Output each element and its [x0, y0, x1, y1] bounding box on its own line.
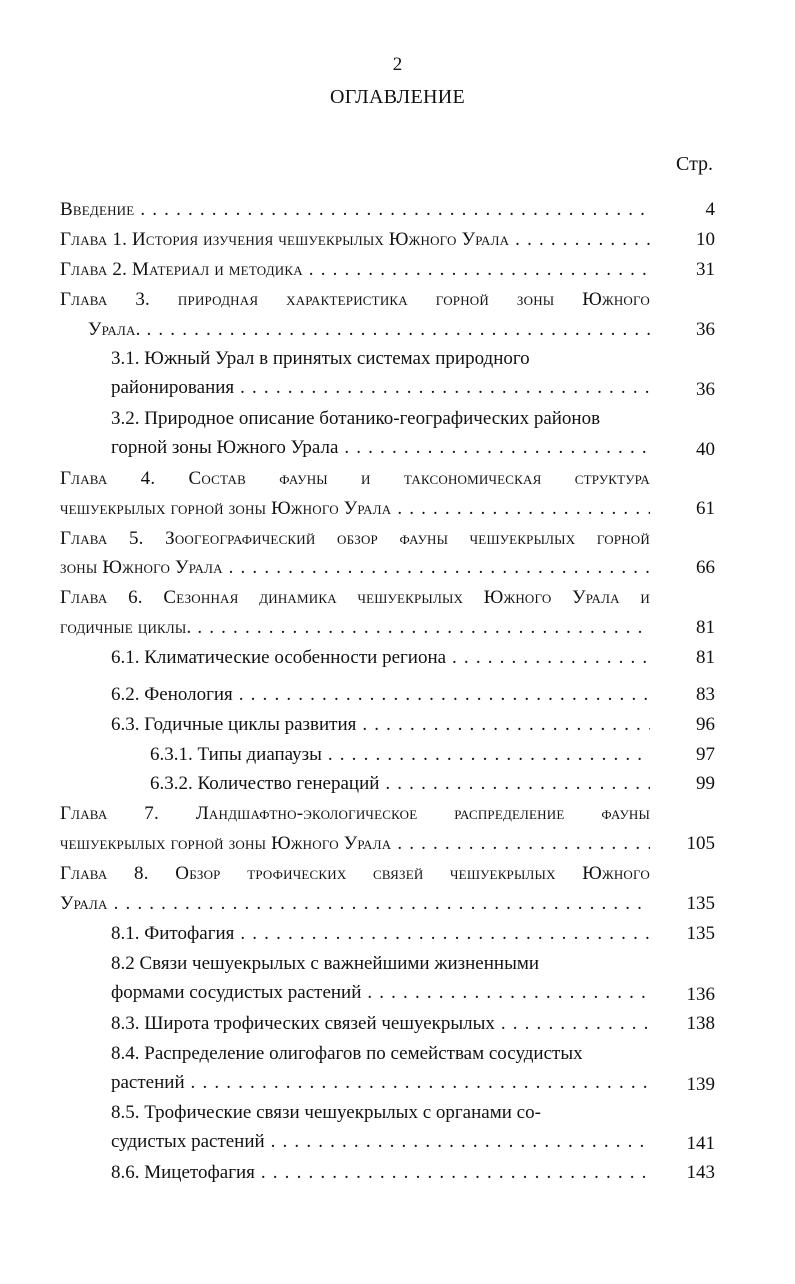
toc-entry-chapter-4-line-1[interactable]: Глава 4. Состав фауны и таксономическая структура [60, 468, 650, 489]
toc-entry-3-2-line-2[interactable]: горной зоны Южного Урала . . . [111, 436, 650, 460]
toc-page-chapter-6: 81 [696, 617, 715, 638]
toc-entry-6-3-1[interactable]: 6.3.1. Типы диапаузы . . . [150, 743, 650, 767]
toc-entry-3-1-line-2[interactable]: районирования . . . [111, 376, 650, 400]
toc-entry-chapter-8-line-2[interactable]: Урала . . . [60, 892, 650, 916]
toc-page-8-1: 135 [686, 923, 715, 944]
toc-page-3-1: 36 [696, 379, 715, 400]
toc-entry-chapter-6-line-1[interactable]: Глава 6. Сезонная динамика чешуекрылых Южного Урала и [60, 587, 650, 608]
toc-page-chapter-8: 135 [686, 893, 715, 914]
toc-entry-8-3[interactable]: 8.3. Широта трофических связей чешуекрылых . . . [111, 1012, 650, 1036]
toc-page-8-2: 136 [686, 984, 715, 1005]
toc-page-6-3: 96 [696, 714, 715, 735]
toc-entry-chapter-8-line-1[interactable]: Глава 8. Обзор трофических связей чешуекрылых Южного [60, 863, 650, 884]
toc-entry-8-6[interactable]: 8.6. Мицетофагия . . . [111, 1161, 650, 1185]
toc-entry-3-1-line-1[interactable]: 3.1. Южный Урал в принятых системах природного [111, 348, 530, 369]
toc-page-8-4: 139 [686, 1074, 715, 1095]
toc-page-chapter-7: 105 [686, 833, 715, 854]
page-number: 2 [392, 54, 403, 75]
toc-entry-8-1[interactable]: 8.1. Фитофагия . . . [111, 922, 650, 946]
toc-page-8-3: 138 [686, 1013, 715, 1034]
toc-entry-chapter-5-line-1[interactable]: Глава 5. Зоогеографический обзор фауны чешуекрылых горной [60, 528, 650, 549]
toc-entry-6-3-2[interactable]: 6.3.2. Количество генераций . . . [150, 772, 650, 796]
toc-page-6-2: 83 [696, 684, 715, 705]
page-title: ОГЛАВЛЕНИЕ [330, 86, 465, 108]
toc-page-6-3-2: 99 [696, 773, 715, 794]
toc-entry-8-5-line-1[interactable]: 8.5. Трофические связи чешуекрылых с органами со- [111, 1102, 541, 1123]
toc-page-chapter-1: 10 [696, 229, 715, 250]
toc-entry-6-3[interactable]: 6.3. Годичные циклы развития . . . [111, 713, 650, 737]
toc-entry-chapter-1[interactable]: Глава 1. История изучения чешуекрылых Южного Урала . . . [60, 228, 650, 252]
toc-entry-6-1[interactable]: 6.1. Климатические особенности региона . . . [111, 646, 650, 670]
toc-entry-8-4-line-1[interactable]: 8.4. Распределение олигофагов по семействам сосудистых [111, 1043, 583, 1064]
toc-page-chapter-4: 61 [696, 498, 715, 519]
toc-page-8-5: 141 [686, 1133, 715, 1154]
toc-page-8-6: 143 [686, 1162, 715, 1183]
toc-page-chapter-2: 31 [696, 259, 715, 280]
toc-entry-8-5-line-2[interactable]: судистых растений . . . [111, 1130, 650, 1154]
toc-entry-8-2-line-2[interactable]: формами сосудистых растений . . . [111, 981, 650, 1005]
toc-entry-6-2[interactable]: 6.2. Фенология . . . [111, 683, 650, 707]
toc-entry-chapter-4-line-2[interactable]: чешуекрылых горной зоны Южного Урала . . . [60, 497, 650, 521]
toc-page-3-2: 40 [696, 439, 715, 460]
toc-page-6-3-1: 97 [696, 744, 715, 765]
toc-entry-chapter-3-line-2[interactable]: Урала. . . . [88, 318, 650, 342]
toc-entry-8-2-line-1[interactable]: 8.2 Связи чешуекрылых с важнейшими жизненными [111, 953, 540, 974]
toc-page-intro: 4 [705, 199, 715, 220]
toc-page-chapter-3: 36 [696, 319, 715, 340]
toc-entry-chapter-3-line-1[interactable]: Глава 3. природная характеристика горной зоны Южного [60, 289, 650, 310]
toc-entry-intro[interactable]: Введение . . . [60, 198, 650, 222]
toc-entry-chapter-7-line-2[interactable]: чешуекрылых горной зоны Южного Урала . . . [60, 832, 650, 856]
toc-page-chapter-5: 66 [696, 557, 715, 578]
toc-page-6-1: 81 [696, 647, 715, 668]
toc-entry-chapter-5-line-2[interactable]: зоны Южного Урала . . . [60, 556, 650, 580]
toc-entry-3-2-line-1[interactable]: 3.2. Природное описание ботанико-географических районов [111, 408, 601, 429]
toc-entry-8-4-line-2[interactable]: растений . . . [111, 1071, 650, 1095]
toc-entry-chapter-6-line-2[interactable]: годичные циклы. . . . [60, 616, 650, 640]
page-column-label: Стр. [676, 153, 714, 175]
toc-entry-chapter-2[interactable]: Глава 2. Материал и методика . . . [60, 258, 650, 282]
toc-entry-chapter-7-line-1[interactable]: Глава 7. Ландшафтно-экологическое распределение фауны [60, 803, 650, 824]
